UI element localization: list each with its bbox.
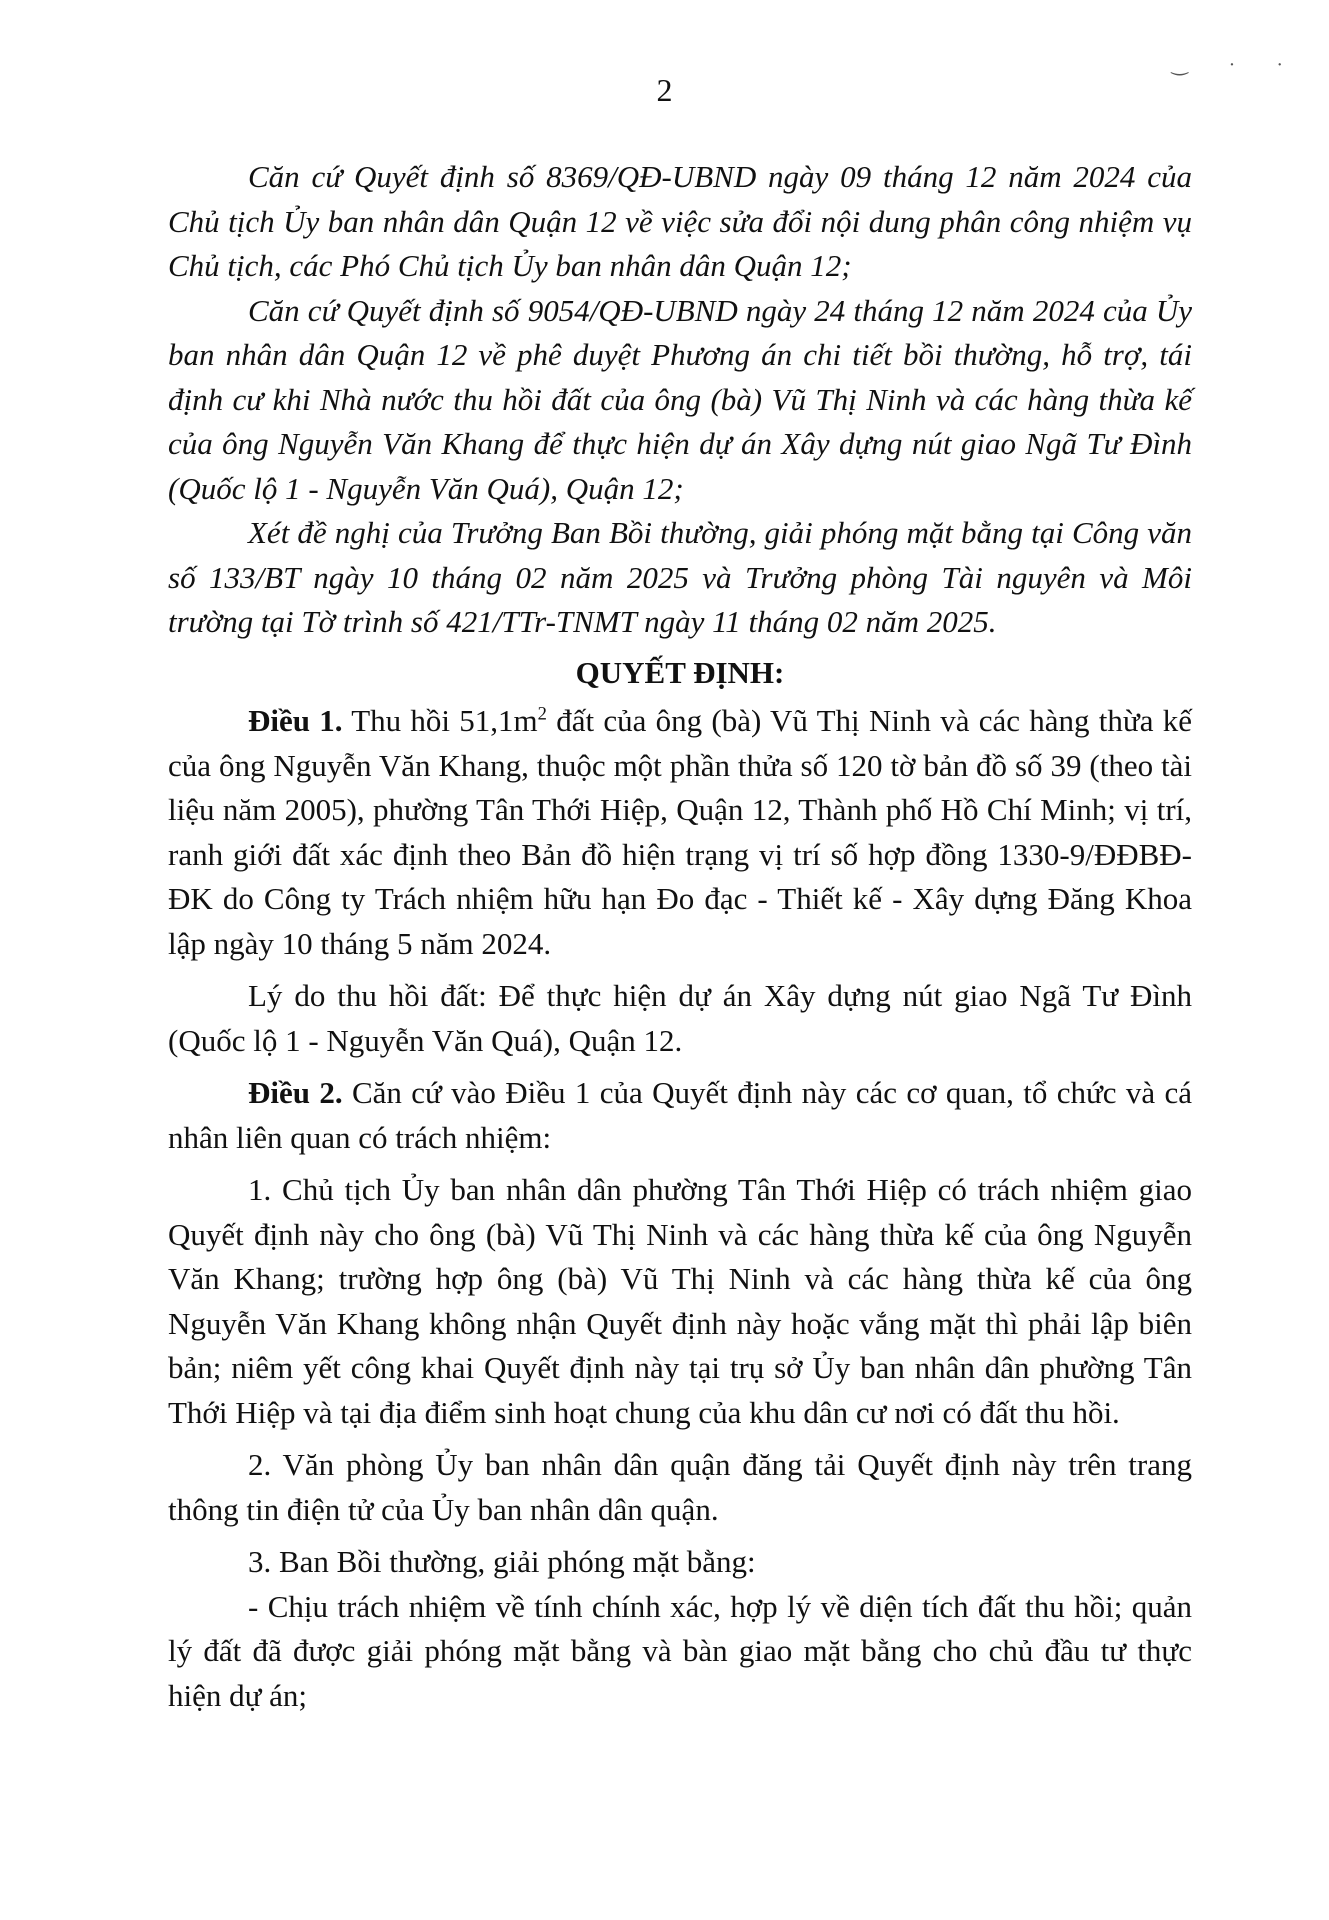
article-1-text-b: đất của ông (bà) Vũ Thị Ninh và các hàng thừa kế của ông Nguyễn Văn Khang, thuộc một phần thửa số 120 tờ bản đồ số 39 (theo tài liệu năm 2005), phường Tân Thới Hiệp, Quận 12, Thành phố Hồ Chí Minh; vị trí, ranh giới đất xác định theo Bản đồ hiện trạng vị trí số hợp đồng 1330-9/ĐĐBĐ-ĐK do Công ty Trách nhiệm hữu hạn Đo đạc - Thiết kế - Xây dựng Đăng Khoa lập ngày 10 tháng 5 năm 2024. <box>168 703 1192 961</box>
article-1-label: Điều 1. <box>248 703 343 738</box>
article-1-superscript: 2 <box>537 703 547 725</box>
article-1-paragraph <box>168 699 1192 966</box>
article-2-intro: Căn cứ vào Điều 1 của Quyết định này các cơ quan, tổ chức và cá nhân liên quan có trách nhiệm: <box>168 1075 1192 1155</box>
article-1-text-a: Thu hồi 51,1m <box>342 703 538 738</box>
article-2-item-2: 2. Văn phòng Ủy ban nhân dân quận đăng tải Quyết định này trên trang thông tin điện tử của Ủy ban nhân dân quận. <box>168 1447 1192 1527</box>
scan-mark: ‿ · · <box>1171 54 1301 76</box>
preamble-paragraph-3: Xét đề nghị của Trưởng Ban Bồi thường, giải phóng mặt bằng tại Công văn số 133/BT ngày 10 tháng 02 năm 2025 và Trưởng phòng Tài nguyên và Môi trường tại Tờ trình số 421/TTr-TNMT ngày 11 tháng 02 năm 2025. <box>168 515 1192 639</box>
preamble-paragraph-2: Căn cứ Quyết định số 9054/QĐ-UBND ngày 24 tháng 12 năm 2024 của Ủy ban nhân dân Quận 12 về phê duyệt Phương án chi tiết bồi thường, hỗ trợ, tái định cư khi Nhà nước thu hồi đất của ông (bà) Vũ Thị Ninh và các hàng thừa kế của ông Nguyễn Văn Khang để thực hiện dự án Xây dựng nút giao Ngã Tư Đình (Quốc lộ 1 - Nguyễn Văn Quá), Quận 12; <box>168 292 1192 506</box>
decision-heading: QUYẾT ĐỊNH: <box>575 654 785 690</box>
article-2-paragraph <box>168 1071 1192 1160</box>
article-2-item-3: 3. Ban Bồi thường, giải phóng mặt bằng: <box>248 1544 756 1579</box>
article-1-reason: Lý do thu hồi đất: Để thực hiện dự án Xây dựng nút giao Ngã Tư Đình (Quốc lộ 1 - Nguyễn Văn Quá), Quận 12. <box>168 978 1192 1058</box>
article-2-item-3-sub-1: - Chịu trách nhiệm về tính chính xác, hợp lý về diện tích đất thu hồi; quản lý đất đã được giải phóng mặt bằng và bàn giao mặt bằng cho chủ đầu tư thực hiện dự án; <box>168 1588 1192 1713</box>
preamble-paragraph-1: Căn cứ Quyết định số 8369/QĐ-UBND ngày 09 tháng 12 năm 2024 của Chủ tịch Ủy ban nhân dân Quận 12 về việc sửa đổi nội dung phân công nhiệm vụ Chủ tịch, các Phó Chủ tịch Ủy ban nhân dân Quận 12; <box>168 159 1192 283</box>
article-2-label: Điều 2. <box>248 1075 343 1110</box>
article-2-item-1: 1. Chủ tịch Ủy ban nhân dân phường Tân Thới Hiệp có trách nhiệm giao Quyết định này cho ông (bà) Vũ Thị Ninh và các hàng thừa kế của ông Nguyễn Văn Khang; trường hợp ông (bà) Vũ Thị Ninh và các hàng thừa kế của ông Nguyễn Văn Khang không nhận Quyết định này hoặc vắng mặt thì phải lập biên bản; niêm yết công khai Quyết định này tại trụ sở Ủy ban nhân dân phường Tân Thới Hiệp và tại địa điểm sinh hoạt chung của khu dân cư nơi có đất thu hồi. <box>168 1172 1192 1430</box>
page-number: 2 <box>656 72 673 108</box>
document-body <box>168 155 1192 1718</box>
